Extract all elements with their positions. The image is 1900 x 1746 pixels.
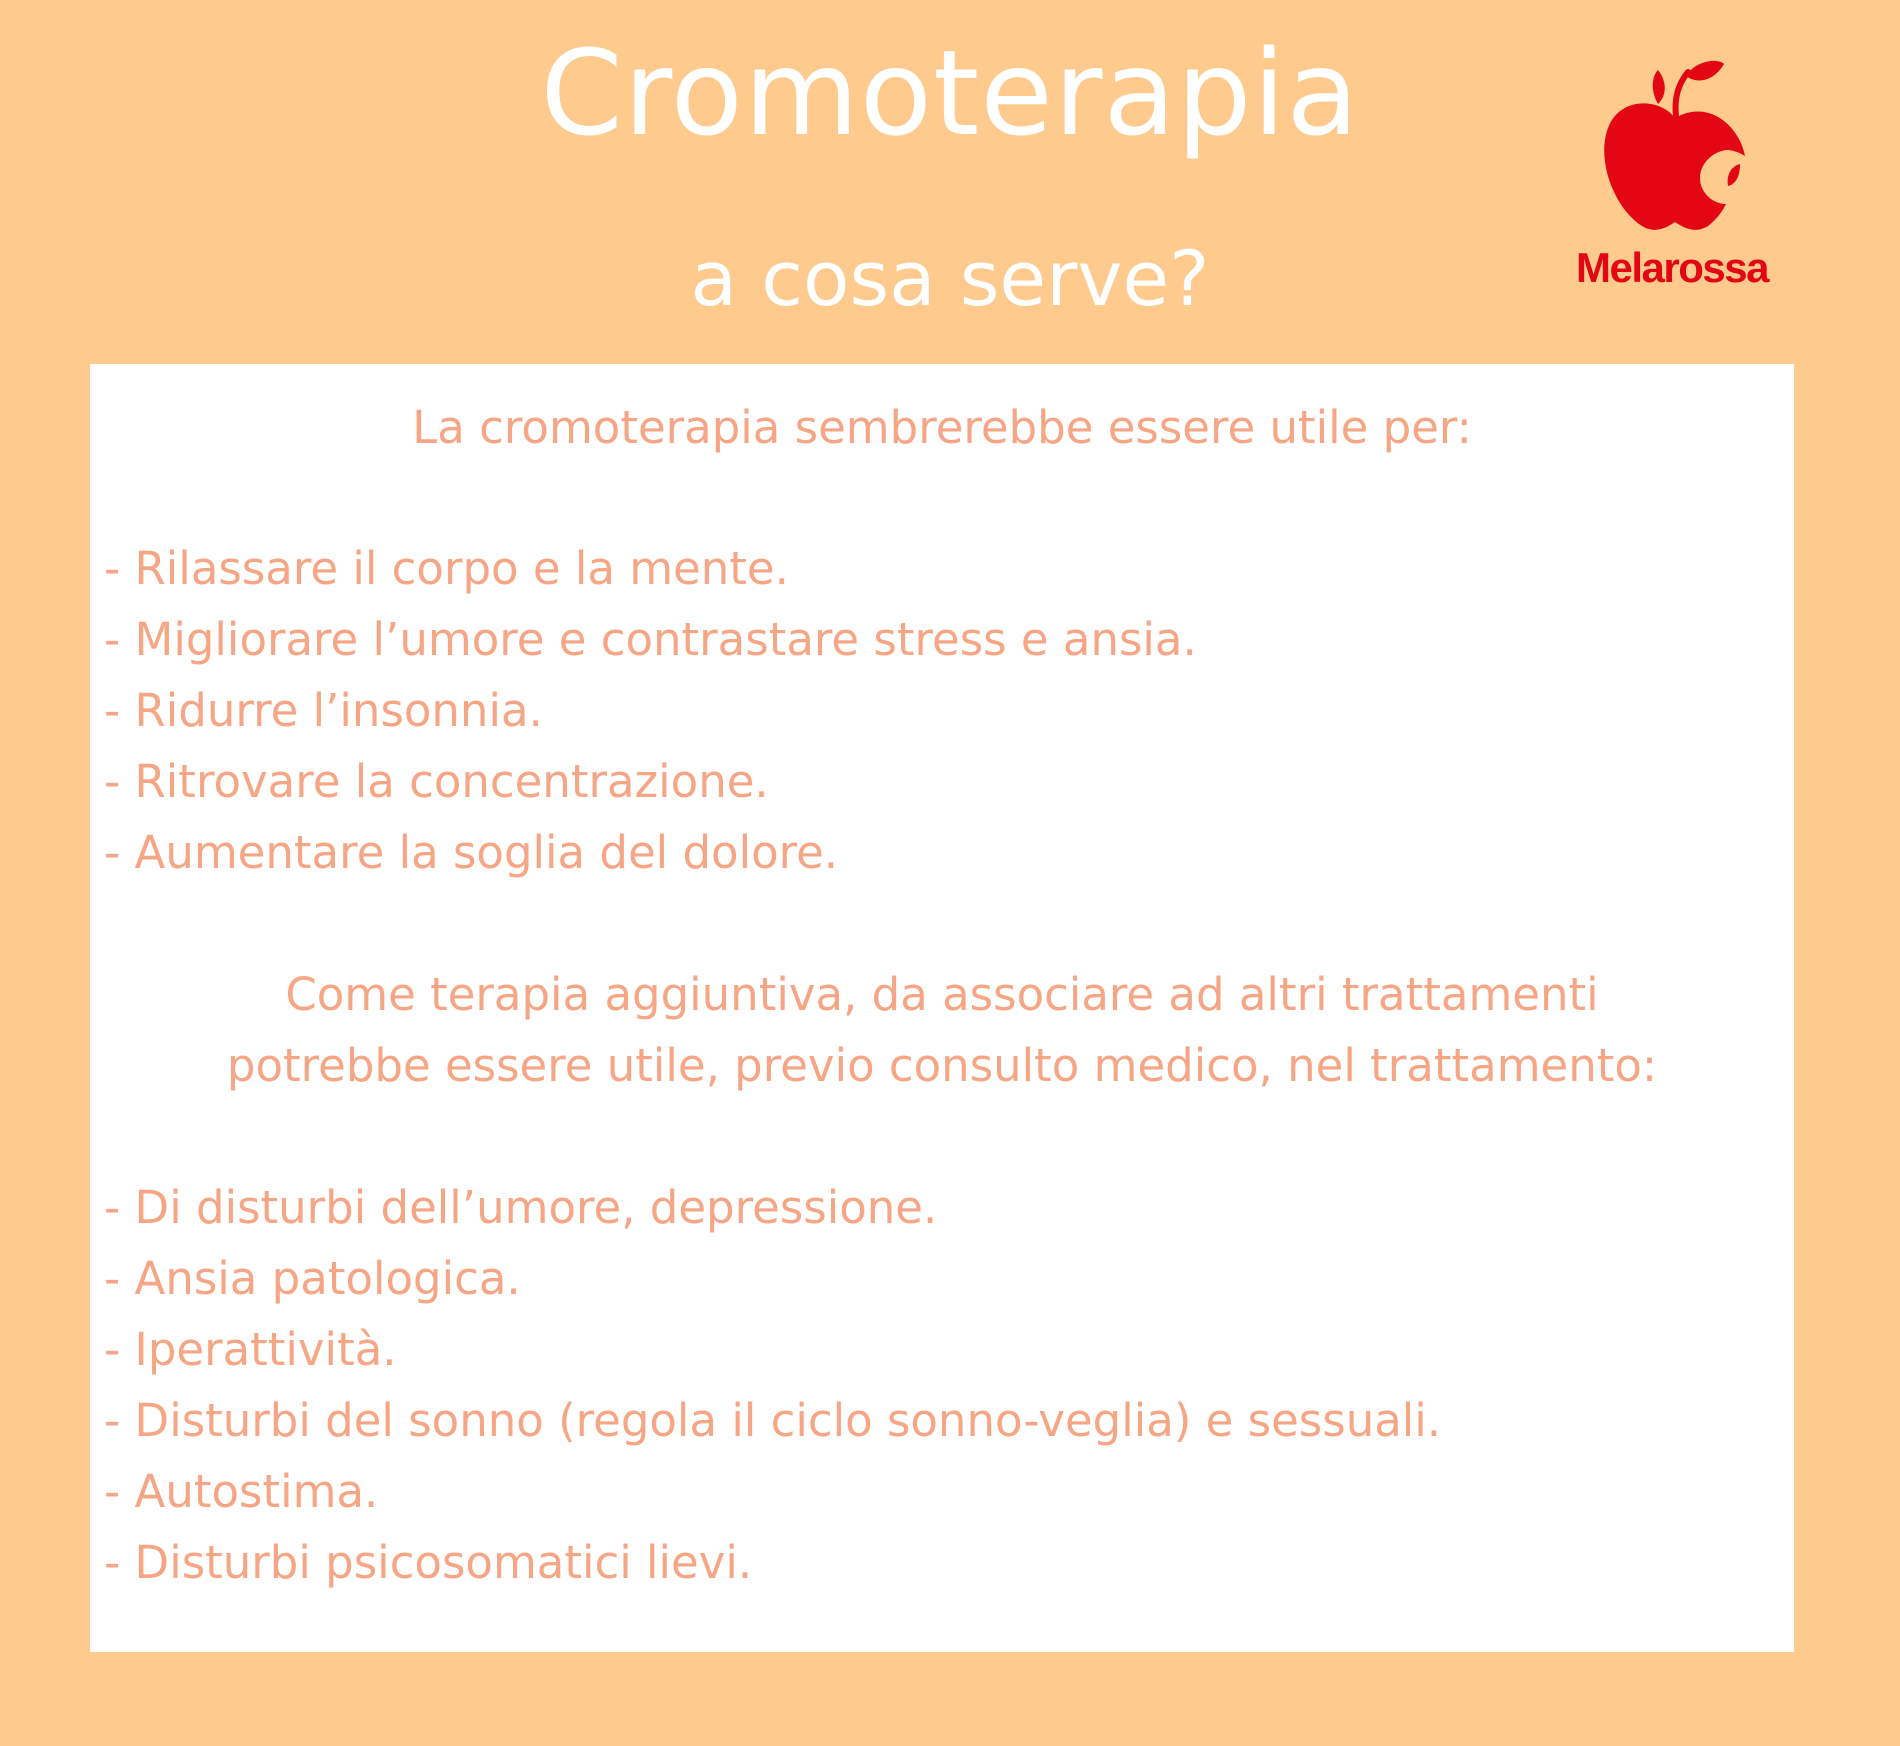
benefit-item: - Migliorare l’umore e contrastare stress e ansia.: [104, 613, 1197, 666]
benefit-item: - Ritrovare la concentrazione.: [104, 755, 769, 808]
benefit-item: - Rilassare il corpo e la mente.: [104, 542, 789, 595]
treatment-item: - Ansia patologica.: [104, 1252, 521, 1305]
benefit-item: - Ridurre l’insonnia.: [104, 684, 543, 737]
brand-name: Melarossa: [1576, 244, 1768, 291]
therapy-intro-line: Come terapia aggiuntiva, da associare ad altri trattamenti: [285, 968, 1599, 1021]
page-title: Cromoterapia: [540, 24, 1360, 162]
treatment-item: - Disturbi psicosomatici lievi.: [104, 1536, 753, 1589]
page-subtitle: a cosa serve?: [690, 234, 1210, 323]
apple-logo-icon: [1600, 58, 1750, 233]
therapy-intro-line: potrebbe essere utile, previo consulto medico, nel trattamento:: [226, 1039, 1658, 1092]
treatment-item: - Autostima.: [104, 1465, 379, 1518]
info-card: [90, 364, 1794, 1652]
treatment-item: - Disturbi del sonno (regola il ciclo sonno-veglia) e sessuali.: [104, 1394, 1442, 1447]
brand-logo: [1562, 58, 1782, 298]
intro-text: La cromoterapia sembrerebbe essere utile per:: [412, 401, 1472, 454]
treatment-item: - Iperattività.: [104, 1323, 397, 1376]
benefit-item: - Aumentare la soglia del dolore.: [104, 826, 839, 879]
treatment-item: - Di disturbi dell’umore, depressione.: [104, 1181, 938, 1234]
